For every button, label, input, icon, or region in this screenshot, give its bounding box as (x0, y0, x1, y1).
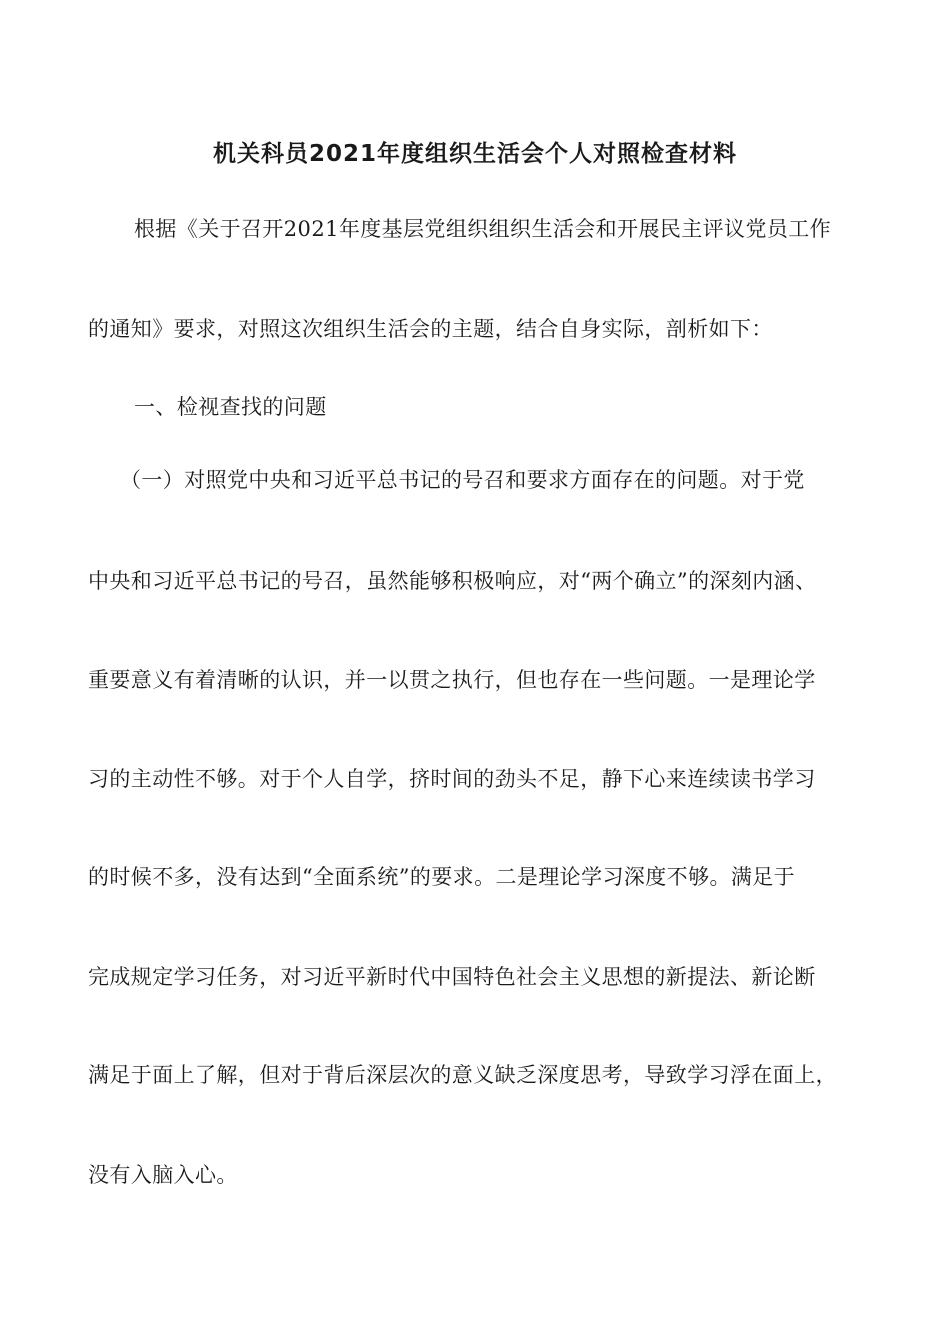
paragraph-line: 完成规定学习任务，对习近平新时代中国特色社会主义思想的新提法、新论断 (88, 965, 816, 989)
paragraph-line: 的通知》要求，对照这次组织生活会的主题，结合自身实际，剖析如下： (88, 317, 773, 341)
paragraph-line: 重要意义有着清晰的认识，并一以贯之执行，但也存在一些问题。一是理论学 (88, 668, 816, 692)
paragraph-line: 满足于面上了解，但对于背后深层次的意义缺乏深度思考，导致学习浮在面上， (88, 1063, 837, 1087)
paragraph-line: 习的主动性不够。对于个人自学，挤时间的劲头不足，静下心来连续读书学习 (88, 767, 816, 791)
paragraph-line: （一）对照党中央和习近平总书记的号召和要求方面存在的问题。对于党 (120, 468, 805, 492)
section-heading: 一、检视查找的问题 (134, 395, 327, 419)
paragraph-line: 根据《关于召开2021年度基层党组织组织生活会和开展民主评议党员工作 (134, 217, 832, 241)
document-title: 机关科员2021年度组织生活会个人对照检查材料 (212, 141, 737, 167)
paragraph-line: 中央和习近平总书记的号召，虽然能够积极响应，对“两个确立”的深刻内涵、 (88, 569, 817, 593)
paragraph-line: 没有入脑入心。 (88, 1163, 238, 1187)
paragraph-line: 的时候不多，没有达到“全面系统”的要求。二是理论学习深度不够。满足于 (88, 865, 796, 889)
